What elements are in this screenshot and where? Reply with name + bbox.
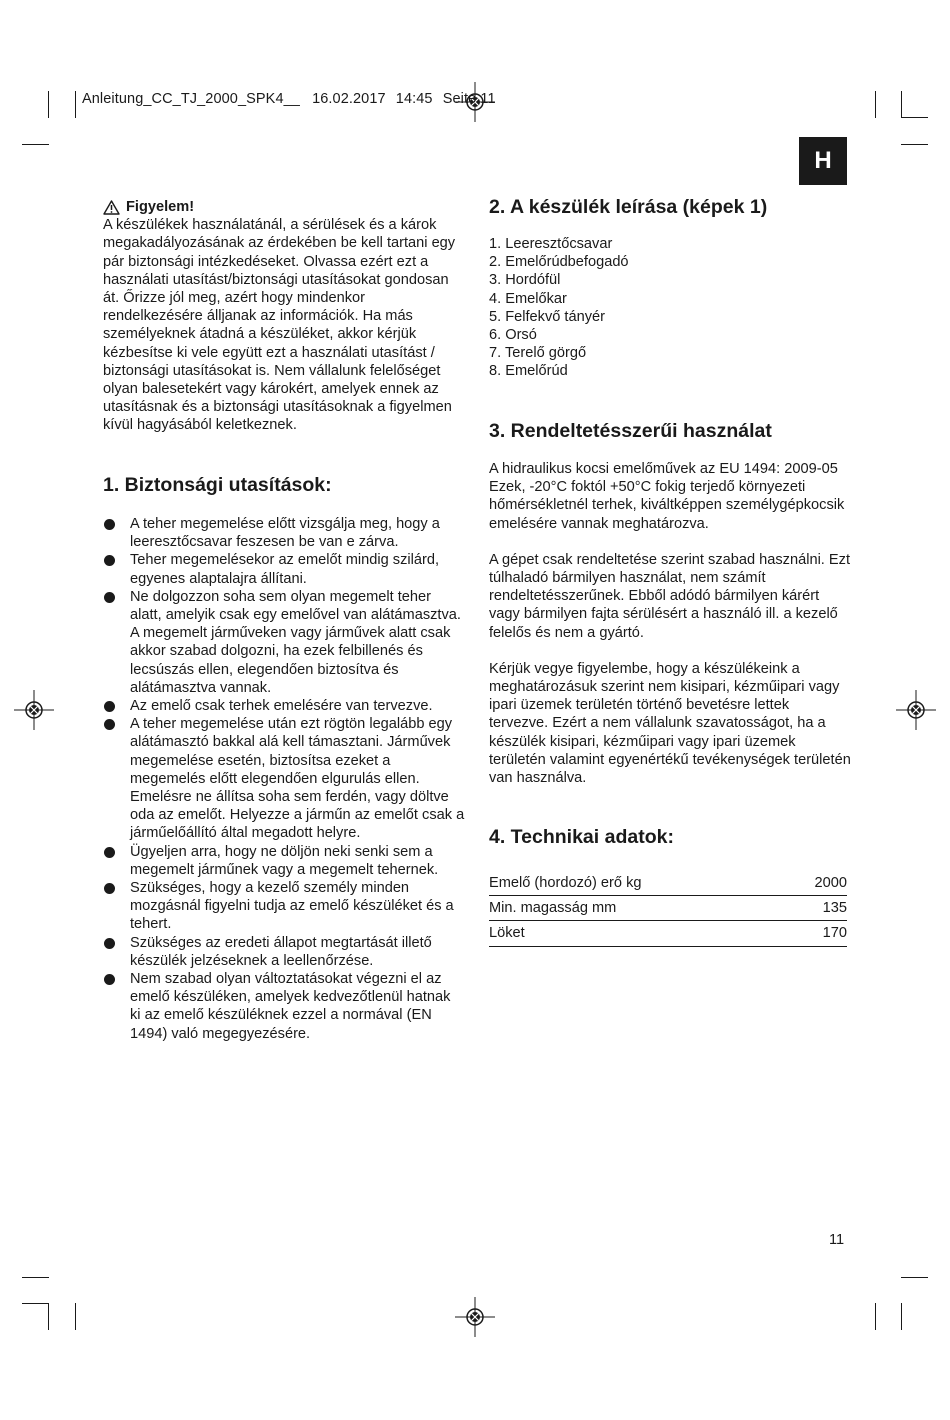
crop-mark: [875, 91, 876, 118]
list-item: 8. Emelőrúd: [489, 363, 568, 380]
paragraph: Kérjük vegye figyelembe, hogy a készülékeink a meghatározásuk szerint nem kisipari, kézműipari vagy ipari üzemek területén történő bevetésre lettek tervezve. Ezért a nem vállalunk szavatosságot, ha a készülék kisipari, kézműipari vagy ipari üzemek területén valamint egyenértékű tevékenységek területén van használva.: [489, 660, 851, 787]
page-number: 11: [829, 1232, 845, 1248]
crop-mark: [22, 1277, 49, 1278]
crop-mark: [48, 1303, 49, 1330]
crop-mark: [75, 1303, 76, 1330]
section-description-title: 2. A készülék leírása (képek 1): [489, 196, 768, 218]
registration-mark-icon: [14, 690, 54, 730]
crop-mark: [901, 144, 928, 145]
section-intended-use-title: 3. Rendeltetésszerűi használat: [489, 420, 772, 442]
list-item: Ügyeljen arra, hogy ne döljön neki senki sem a megemelt járműnek vagy a megemelt tehernek.: [103, 843, 465, 879]
list-item: 6. Orsó: [489, 327, 537, 344]
table-row: [489, 921, 847, 946]
section-technical-data-title: 4. Technikai adatok:: [489, 826, 674, 848]
spec-value: 170: [784, 921, 847, 946]
crop-mark: [48, 91, 49, 118]
registration-mark-icon: [455, 1297, 495, 1337]
spec-label: Emelő (hordozó) erő kg: [489, 871, 784, 896]
print-header-file: Anleitung_CC_TJ_2000_SPK4__: [82, 91, 300, 107]
table-row: [489, 896, 847, 921]
parts-list: [489, 235, 851, 381]
paragraph: A gépet csak rendeltetése szerint szabad használni. Ezt túlhaladó bármilyen használat, nem számít rendeltetésszerűnek. Ebből adódó bármilyen kárért vagy bármilyen fajta sérülésért a használó ill. a kezelő felelős és nem a gyártó.: [489, 551, 851, 641]
spec-label: Min. magasság mm: [489, 896, 784, 921]
list-item: Az emelő csak terhek emelésére van tervezve.: [103, 697, 465, 715]
warning-triangle-icon: [103, 200, 120, 215]
list-item: Szükséges, hogy a kezelő személy minden mozgásnál figyelni tudja az emelő készüléket és a tehert.: [103, 879, 465, 934]
table-row: [489, 871, 847, 896]
list-item: Nem szabad olyan változtatásokat végezni el az emelő készüléken, amelyek kedvezőtlenül hatnak ki az emelő készüléknek ezzel a normával (EN 1494) való megegyezésére.: [103, 970, 465, 1043]
warning-text: A készülékek használatánál, a sérülések és a károk megakadályozásának az érdekében be kell tartani egy pár biztonsági intézkedéseket. Olvassa ezért ezt a használati utasítást/biztonsági utasításokat gondosan át. Őrizze jól meg, azért hogy mindenkor rendelkezésére álljanak az információk. Ha más személyeknek átadná a készüléket, akkor kérjük kézbesítse ki vele együtt ezt a használati utasítást / biztonsági utasításokat is. Nem vállalunk felelőséget olyan balesetekért vagy károkért, amelyek ennek az utasításnak és a biztonsági utasításoknak a figyelmen kívül hagyásából keletkeznek.: [103, 217, 456, 434]
list-item: 3. Hordófül: [489, 272, 561, 289]
print-header-date: 16.02.2017: [312, 91, 386, 107]
list-item: 4. Emelőkar: [489, 290, 567, 307]
list-item: A teher megemelése előtt vizsgálja meg, hogy a leeresztőcsavar feszesen be van e zárva.: [103, 515, 465, 551]
spec-table: [489, 871, 847, 947]
list-item: Teher megemelésekor az emelőt mindig szilárd, egyenes alaptalajra állítani.: [103, 551, 465, 587]
warning-heading: [103, 198, 465, 216]
warning-title: Figyelem!: [126, 199, 195, 215]
crop-mark: [22, 144, 49, 145]
safety-list: [103, 515, 465, 1043]
paragraph: A hidraulikus kocsi emelőművek az EU 1494: 2009-05 Ezek, -20°C foktól +50°C fokig terjedő környezeti hőmérsékletnél terhek, kiváltképpen személygépkocsik emelésére vannak meghatározva.: [489, 461, 845, 532]
crop-mark: [901, 91, 902, 118]
section-description: [489, 195, 851, 381]
spec-value: 135: [784, 896, 847, 921]
print-header-time: 14:45: [395, 91, 433, 107]
crop-mark: [901, 117, 928, 118]
spec-value: 2000: [784, 871, 847, 896]
section-technical-data: [489, 825, 851, 947]
registration-mark-icon: [896, 690, 936, 730]
list-item: Ne dolgozzon soha sem olyan megemelt teher alatt, amelyik csak egy emelővel van alátámasztva. A megemelt járműveken vagy járművek alatt csak akkor szabad dolgozni, ha ezek felbillenés és lecsúszás ellen, elegendően biztosítva és alátámasztva vannak.: [103, 588, 465, 697]
list-item: 2. Emelőrúdbefogadó: [489, 254, 629, 271]
warning-block: [103, 198, 465, 435]
print-header-page: Seite 11: [442, 91, 496, 107]
list-item: 1. Leeresztőcsavar: [489, 236, 613, 252]
list-item: 7. Terelő görgő: [489, 345, 587, 362]
list-item: A teher megemelése után ezt rögtön legalább egy alátámasztó bakkal alá kell támasztani. Járművek megemelése esetén, biztosítsa ezeket a megemelés előtt elegendően elgurulás ellen. Emelésre ne állítsa soha sem ferdén, vagy döltve oda az emelőt. Helyezze a járműn az emelőt csak a járműelőállító által megadott helyre.: [103, 715, 465, 842]
crop-mark: [901, 1303, 902, 1330]
crop-mark: [875, 1303, 876, 1330]
crop-mark: [75, 91, 76, 118]
spec-label: Löket: [489, 921, 784, 946]
list-item: Szükséges az eredeti állapot megtartását illető készülék jelzéseknek a leellenőrzése.: [103, 934, 465, 970]
crop-mark: [22, 1303, 49, 1304]
section-safety-title: 1. Biztonsági utasítások:: [103, 474, 332, 496]
print-header: [82, 91, 496, 107]
crop-mark: [901, 1277, 928, 1278]
language-tab: H: [799, 137, 847, 185]
list-item: 5. Felfekvő tányér: [489, 308, 605, 325]
section-safety: [103, 473, 465, 1043]
section-intended-use: [489, 419, 851, 787]
